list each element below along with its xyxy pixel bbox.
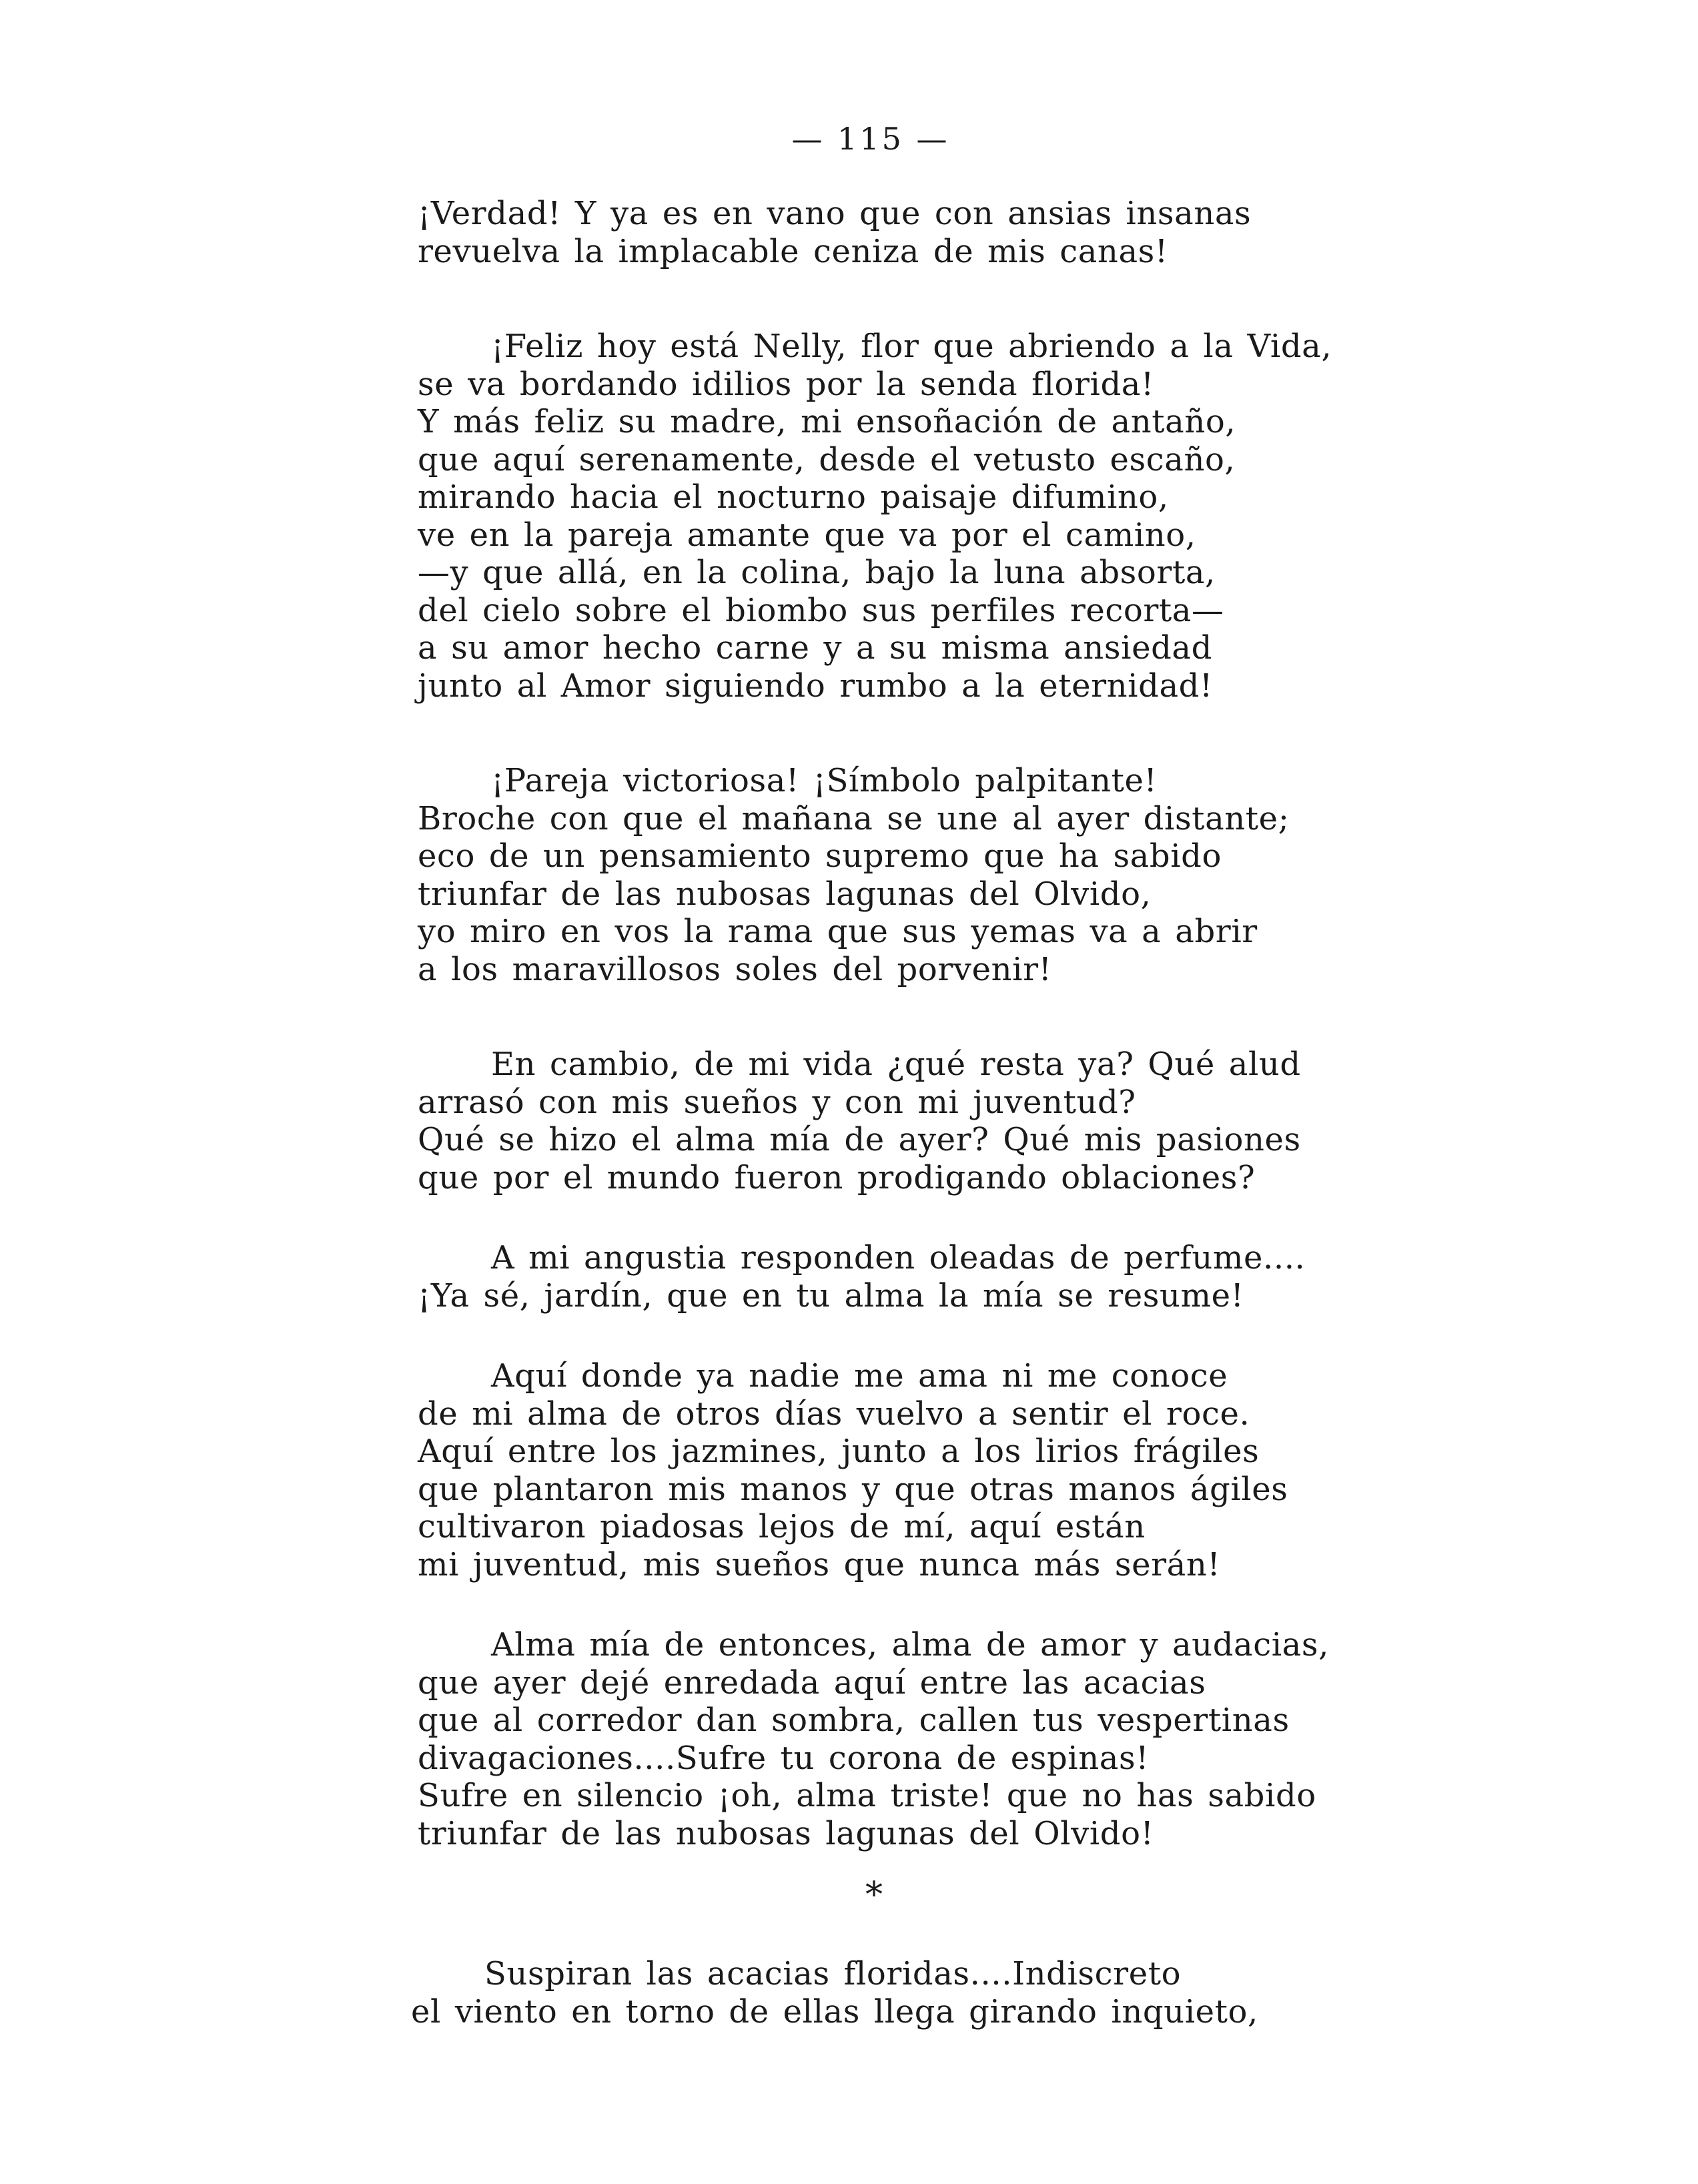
poem-line: que ayer dejé enredada aquí entre las acacias [418,1664,1206,1702]
poem-line: que al corredor dan sombra, callen tus vespertinas [418,1702,1290,1739]
poem-line: mirando hacia el nocturno paisaje difumino, [418,478,1169,516]
poem-line: divagaciones....Sufre tu corona de espinas! [418,1739,1150,1777]
poem-line: eco de un pensamiento supremo que ha sabido [418,837,1222,875]
final-stanza [411,1955,1612,2031]
poem-line: mi juventud, mis sueños que nunca más serán! [418,1545,1221,1583]
poem-line: En cambio, de mi vida ¿qué resta ya? Qué alud [491,1046,1301,1083]
poem-line: revuelva la implacable ceniza de mis canas! [418,232,1168,270]
poem-line: ¡Feliz hoy está Nelly, flor que abriendo a la Vida, [491,328,1332,365]
stanza-2 [418,328,1619,705]
page-number: — 115 — [791,121,950,157]
poem-line: triunfar de las nubosas lagunas del Olvido! [418,1814,1154,1852]
poem-line: Alma mía de entonces, alma de amor y audacias, [491,1626,1329,1664]
poem-line: A mi angustia responden oleadas de perfume.... [491,1239,1306,1277]
poem-line: cultivaron piadosas lejos de mí, aquí están [418,1508,1146,1545]
stanza-6 [418,1357,1619,1583]
poem-line: que por el mundo fueron prodigando oblaciones? [418,1158,1256,1196]
poem-line: junto al Amor siguiendo rumbo a la eternidad! [418,667,1213,705]
poem-line: que aquí serenamente, desde el vetusto escaño, [418,440,1236,478]
stanza-4 [418,1046,1619,1196]
section-separator: * [865,1875,883,1915]
poem-line: Y más feliz su madre, mi ensoñación de antaño, [418,403,1236,440]
poem-line: —y que allá, en la colina, bajo la luna absorta, [418,554,1216,591]
stanza-3 [418,762,1619,988]
poem-line: Qué se hizo el alma mía de ayer? Qué mis pasiones [418,1121,1301,1158]
poem-line: yo miro en vos la rama que sus yemas va a abrir [418,913,1258,950]
poem-line: ¡Pareja victoriosa! ¡Símbolo palpitante! [491,762,1158,799]
stanza-7 [418,1626,1619,1852]
poem-line: Sufre en silencio ¡oh, alma triste! que no has sabido [418,1777,1316,1814]
poem-line: ¡Ya sé, jardín, que en tu alma la mía se resume! [418,1277,1244,1315]
poem-line: Broche con que el mañana se une al ayer distante; [418,799,1290,837]
poem-line: se va bordando idilios por la senda florida! [418,365,1154,403]
poem-line: Suspiran las acacias floridas....Indiscreto [484,1955,1182,1992]
poem-line: del cielo sobre el biombo sus perfiles recorta— [418,591,1224,629]
poem-line: a los maravillosos soles del porvenir! [418,950,1052,988]
stanza-1 [418,195,1619,270]
poem-line: que plantaron mis manos y que otras manos ágiles [418,1470,1288,1508]
poem-body [418,195,1619,1852]
poem-line: triunfar de las nubosas lagunas del Olvido, [418,875,1152,913]
poem-line: de mi alma de otros días vuelvo a sentir el roce. [418,1395,1250,1433]
poem-line: a su amor hecho carne y a su misma ansiedad [418,629,1212,667]
poem-line: Aquí donde ya nadie me ama ni me conoce [491,1357,1228,1395]
poem-line: Aquí entre los jazmines, junto a los lirios frágiles [418,1433,1260,1470]
poem-line: el viento en torno de ellas llega girando inquieto, [411,1992,1258,2031]
poem-line: ¡Verdad! Y ya es en vano que con ansias insanas [418,195,1252,232]
poem-line: arrasó con mis sueños y con mi juventud? [418,1083,1136,1121]
stanza-5 [418,1239,1619,1315]
poem-line: ve en la pareja amante que va por el camino, [418,516,1196,554]
